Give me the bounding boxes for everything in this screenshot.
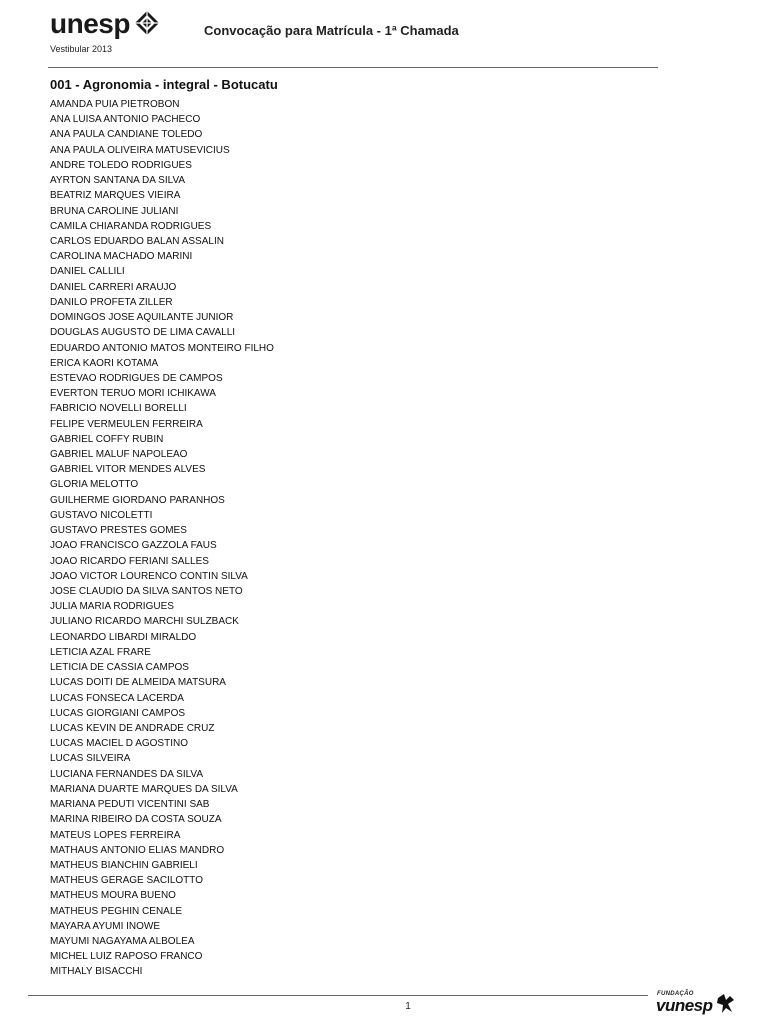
candidate-name: DANILO PROFETA ZILLER bbox=[50, 296, 173, 308]
candidate-name: ANA PAULA CANDIANE TOLEDO bbox=[50, 129, 203, 141]
candidate-name: ANA LUISA ANTONIO PACHECO bbox=[50, 114, 201, 126]
candidate-name: LUCIANA FERNANDES DA SILVA bbox=[50, 768, 204, 780]
candidate-name: MATHEUS GERAGE SACILOTTO bbox=[50, 875, 203, 887]
candidate-name: FABRICIO NOVELLI BORELLI bbox=[50, 403, 187, 415]
candidate-name: EDUARDO ANTONIO MATOS MONTEIRO FILHO bbox=[50, 342, 274, 354]
candidate-name: GUSTAVO NICOLETTI bbox=[50, 509, 153, 521]
candidate-name: LETICIA DE CASSIA CAMPOS bbox=[50, 662, 189, 674]
candidate-name: DANIEL CALLILI bbox=[50, 266, 125, 278]
vunesp-emblem-icon bbox=[716, 992, 736, 1014]
candidate-name: JULIA MARIA RODRIGUES bbox=[50, 601, 174, 613]
candidate-name: ANA PAULA OLIVEIRA MATUSEVICIUS bbox=[50, 144, 230, 156]
candidate-name: MATHEUS PEGHIN CENALE bbox=[50, 905, 183, 917]
candidate-name: DANIEL CARRERI ARAUJO bbox=[50, 281, 177, 293]
footer-divider bbox=[28, 995, 648, 996]
candidate-list bbox=[50, 97, 274, 980]
document-title: Convocação para Matrícula - 1ª Chamada bbox=[204, 23, 459, 38]
logo-wordmark: unesp bbox=[50, 8, 130, 39]
header-divider bbox=[48, 67, 658, 68]
unesp-emblem-icon bbox=[134, 10, 160, 36]
candidate-name: CAMILA CHIARANDA RODRIGUES bbox=[50, 220, 212, 232]
candidate-name: ESTEVAO RODRIGUES DE CAMPOS bbox=[50, 372, 223, 384]
candidate-name: MAYARA AYUMI INOWE bbox=[50, 920, 161, 932]
candidate-name: GUSTAVO PRESTES GOMES bbox=[50, 525, 187, 537]
candidate-name: JULIANO RICARDO MARCHI SULZBACK bbox=[50, 616, 239, 628]
page-number: 1 bbox=[405, 1001, 411, 1012]
candidate-name: MARINA RIBEIRO DA COSTA SOUZA bbox=[50, 814, 222, 826]
candidate-name: MATHAUS ANTONIO ELIAS MANDRO bbox=[50, 844, 225, 856]
candidate-name: AYRTON SANTANA DA SILVA bbox=[50, 175, 186, 187]
candidate-name: LUCAS KEVIN DE ANDRADE CRUZ bbox=[50, 722, 215, 734]
candidate-name: DOMINGOS JOSE AQUILANTE JUNIOR bbox=[50, 312, 234, 324]
candidate-name: LUCAS SILVEIRA bbox=[50, 753, 131, 765]
candidate-name: MAYUMI NAGAYAMA ALBOLEA bbox=[50, 936, 195, 948]
unesp-logo bbox=[50, 6, 170, 56]
candidate-name: EVERTON TERUO MORI ICHIKAWA bbox=[50, 388, 216, 400]
candidate-name: MATHEUS BIANCHIN GABRIELI bbox=[50, 859, 198, 871]
candidate-name: LUCAS GIORGIANI CAMPOS bbox=[50, 707, 186, 719]
logo-subtitle: Vestibular 2013 bbox=[50, 44, 113, 54]
candidate-name: AMANDA PUIA PIETROBON bbox=[50, 99, 180, 110]
candidate-name: MATEUS LOPES FERREIRA bbox=[50, 829, 181, 841]
candidate-name: GABRIEL VITOR MENDES ALVES bbox=[50, 464, 206, 476]
candidate-name: ERICA KAORI KOTAMA bbox=[50, 357, 159, 369]
candidate-name: GABRIEL MALUF NAPOLEAO bbox=[50, 449, 188, 461]
candidate-name: JOAO VICTOR LOURENCO CONTIN SILVA bbox=[50, 570, 248, 582]
candidate-name: CARLOS EDUARDO BALAN ASSALIN bbox=[50, 235, 224, 247]
candidate-name: MICHEL LUIZ RAPOSO FRANCO bbox=[50, 951, 203, 963]
candidate-name: DOUGLAS AUGUSTO DE LIMA CAVALLI bbox=[50, 327, 236, 339]
candidate-name: MITHALY BISACCHI bbox=[50, 966, 143, 978]
candidate-name: LUCAS MACIEL D AGOSTINO bbox=[50, 738, 188, 750]
candidate-name: CAROLINA MACHADO MARINI bbox=[50, 251, 193, 263]
vunesp-logo bbox=[656, 990, 740, 1020]
candidate-name: LETICIA AZAL FRARE bbox=[50, 646, 151, 658]
candidate-name: JOSE CLAUDIO DA SILVA SANTOS NETO bbox=[50, 586, 243, 597]
candidate-name: FELIPE VERMEULEN FERREIRA bbox=[50, 418, 203, 430]
candidate-name: GABRIEL COFFY RUBIN bbox=[50, 433, 164, 445]
candidate-name: GLORIA MELOTTO bbox=[50, 479, 139, 491]
candidate-name: MARIANA PEDUTI VICENTINI SAB bbox=[50, 799, 210, 811]
candidate-name: BEATRIZ MARQUES VIEIRA bbox=[50, 190, 181, 202]
candidate-name: LUCAS FONSECA LACERDA bbox=[50, 692, 184, 704]
candidate-name: BRUNA CAROLINE JULIANI bbox=[50, 205, 179, 217]
candidate-name: ANDRE TOLEDO RODRIGUES bbox=[50, 159, 192, 171]
candidate-name: JOAO RICARDO FERIANI SALLES bbox=[50, 555, 209, 567]
course-title: 001 - Agronomia - integral - Botucatu bbox=[50, 77, 278, 92]
candidate-name: LEONARDO LIBARDI MIRALDO bbox=[50, 631, 197, 643]
candidate-name: MATHEUS MOURA BUENO bbox=[50, 890, 176, 902]
vunesp-wordmark: vunesp bbox=[656, 996, 713, 1015]
candidate-name: MARIANA DUARTE MARQUES DA SILVA bbox=[50, 783, 238, 795]
candidate-name: JOAO FRANCISCO GAZZOLA FAUS bbox=[50, 540, 217, 552]
candidate-name: LUCAS DOITI DE ALMEIDA MATSURA bbox=[50, 677, 226, 689]
vunesp-logo-tagline: FUNDAÇÃO bbox=[657, 991, 694, 997]
candidate-name: GUILHERME GIORDANO PARANHOS bbox=[50, 494, 225, 506]
